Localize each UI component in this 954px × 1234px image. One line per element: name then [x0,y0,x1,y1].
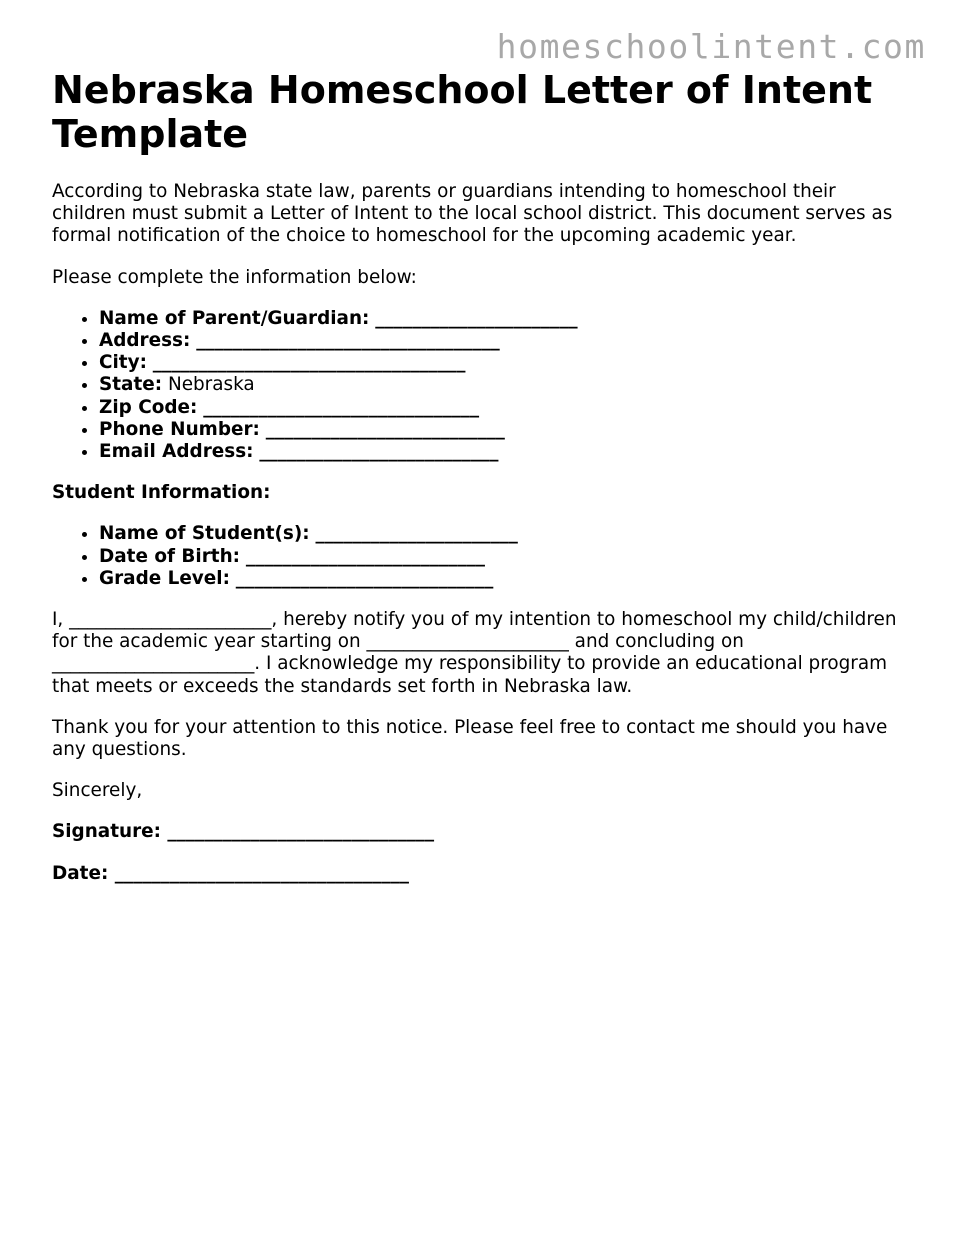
date-line [52,863,912,885]
field-label: Name of Student(s): [99,523,310,545]
field-label: Address: [99,330,191,352]
page-title: Nebraska Homeschool Letter of Intent Template [52,68,873,156]
thanks-paragraph: Thank you for your attention to this notice. Please feel free to contact me should you have any questions. [52,716,888,761]
declaration-paragraph: I, ______________________, hereby notify you of my intention to homeschool my child/children for the academic year starting on ______________________ and concluding on ______________________. I acknowledge my responsibility to provide an educational program that meets or exceeds the standards set forth in Nebraska law. [52,609,897,697]
list-item-email [99,441,912,463]
field-label: State: [99,374,163,396]
list-item-state [99,374,912,396]
intro-paragraph: According to Nebraska state law, parents or guardians intending to homeschool their children must submit a Letter of Intent to the local school district. This document serves as formal notification of the choice to homeschool for the upcoming academic year. [52,181,893,247]
list-item-grade-level [99,568,912,590]
field-label: Name of Parent/Guardian: [99,307,370,329]
signature-blank[interactable]: _____________________________ [167,821,435,843]
date-label: Date: [52,862,109,884]
field-blank[interactable]: ______________________ [375,307,578,329]
student-info-list [52,523,912,590]
list-item-parent-name [99,308,912,330]
field-label: Email Address: [99,441,254,463]
list-item-address [99,330,912,352]
student-section-heading: Student Information: [52,482,271,504]
list-item-zip [99,397,912,419]
field-blank[interactable]: __________________________ [259,441,499,463]
field-blank[interactable]: __________________________ [265,418,505,440]
field-label: Phone Number: [99,418,260,440]
field-blank[interactable]: ______________________________ [203,396,480,418]
signature-line [52,821,912,843]
instructions-text: Please complete the information below: [52,266,417,288]
list-item-city [99,352,912,374]
field-blank[interactable]: __________________________________ [152,352,466,374]
watermark: homeschoolintent.com [496,27,926,66]
field-label: Grade Level: [99,567,230,589]
list-item-birth-date [99,546,912,568]
field-value: Nebraska [167,374,255,396]
field-label: Date of Birth: [99,545,241,567]
list-item-student-name [99,523,912,545]
signature-label: Signature: [52,821,161,843]
parent-info-list [52,308,912,463]
list-item-phone [99,419,912,441]
letter-document [52,68,912,904]
field-blank[interactable]: ____________________________ [235,567,494,589]
field-blank[interactable]: _________________________________ [196,330,500,352]
field-blank[interactable]: __________________________ [245,545,485,567]
closing-text: Sincerely, [52,780,143,802]
field-label: Zip Code: [99,396,198,418]
date-blank[interactable]: ________________________________ [114,862,409,884]
field-blank[interactable]: ______________________ [315,523,518,545]
field-label: City: [99,352,147,374]
